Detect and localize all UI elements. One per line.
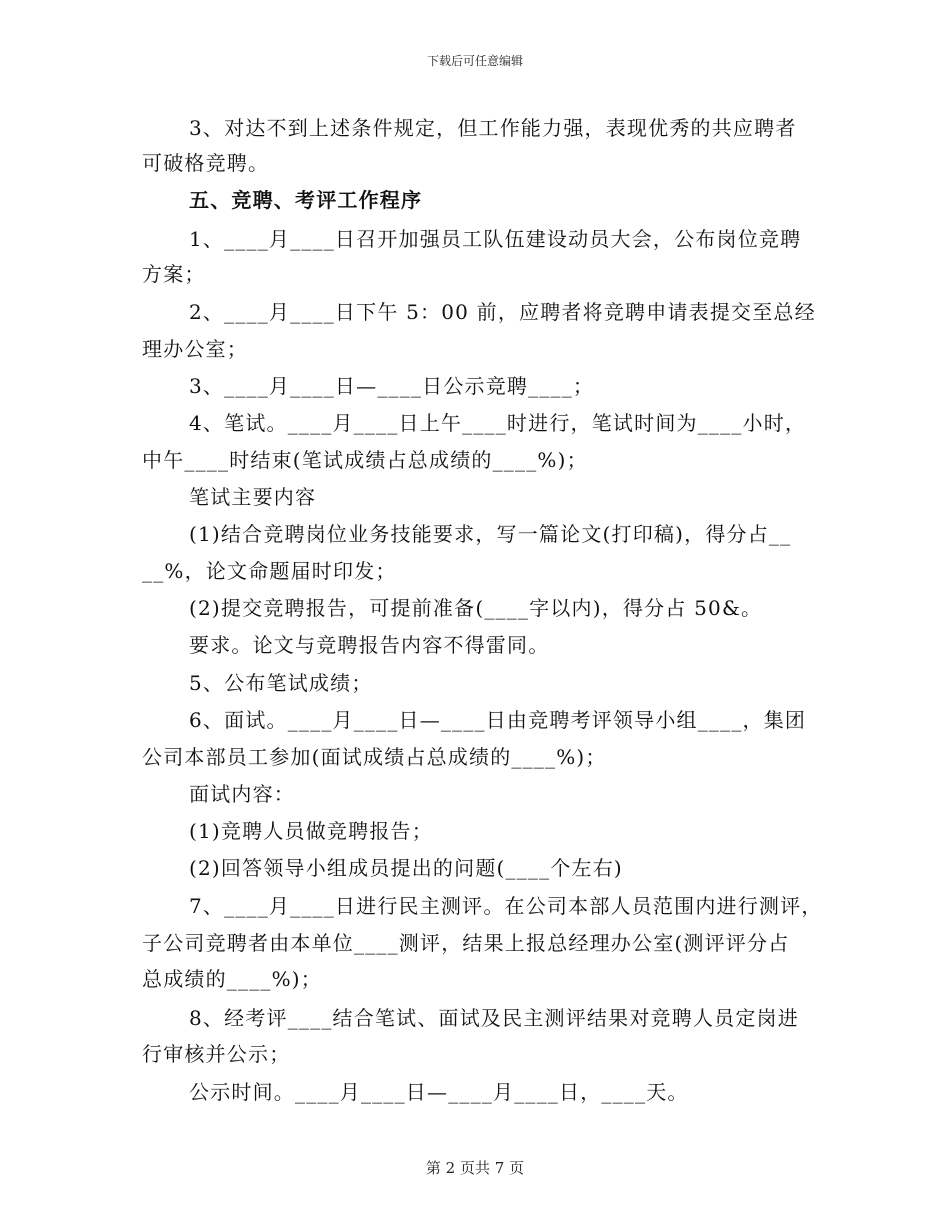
page-footer: 第 2 页共 7 页 bbox=[425, 1159, 525, 1177]
paragraph-line: 8、经考评____结合笔试、面试及民主测评结果对竞聘人员定岗进 bbox=[189, 1006, 799, 1030]
paragraph-line: 面试内容： bbox=[189, 782, 295, 806]
paragraph-line: 2、____月____日下午 5：00 前，应聘者将竞聘申请表提交至总经 bbox=[189, 300, 816, 324]
paragraph-line: 5、公布笔试成绩； bbox=[189, 671, 373, 695]
paragraph-line: 3、对达不到上述条件规定，但工作能力强，表现优秀的共应聘者 bbox=[189, 116, 797, 140]
paragraph-line: (1)结合竞聘岗位业务技能要求，写一篇论文(打印稿)，得分占__ bbox=[189, 522, 792, 546]
paragraph-line: 1、____月____日召开加强员工队伍建设动员大会，公布岗位竞聘 bbox=[189, 227, 802, 251]
page-header: 下载后可任意编辑 bbox=[426, 54, 523, 68]
paragraph-line: 4、笔试。____月____日上午____时进行，笔试时间为____小时， bbox=[189, 411, 807, 435]
paragraph-line: 公示时间。____月____日—____月____日，____天。 bbox=[189, 1080, 689, 1104]
paragraph-line: 笔试主要内容 bbox=[189, 485, 317, 509]
paragraph-line: 理办公室； bbox=[142, 337, 248, 361]
paragraph-line: __%，论文命题届时印发； bbox=[142, 559, 397, 583]
paragraph-line: 中午____时结束(笔试成绩占总成绩的____%)； bbox=[142, 448, 588, 472]
paragraph-line: 可破格竞聘。 bbox=[142, 151, 270, 175]
paragraph-line: 方案； bbox=[142, 262, 206, 286]
paragraph-line: 7、____月____日进行民主测评。在公司本部人员范围内进行测评， bbox=[189, 894, 823, 918]
paragraph-line: 公司本部员工参加(面试成绩占总成绩的____%)； bbox=[142, 745, 607, 769]
paragraph-line: (1)竞聘人员做竞聘报告； bbox=[189, 819, 433, 843]
paragraph-line: 行审核并公示； bbox=[142, 1042, 291, 1066]
section-heading: 五、竞聘、考评工作程序 bbox=[189, 188, 423, 212]
paragraph-line: (2)提交竞聘报告，可提前准备(____字以内)，得分占 50&。 bbox=[189, 596, 763, 620]
paragraph-line: 3、____月____日—____日公示竞聘____； bbox=[189, 374, 595, 398]
paragraph-line: 要求。论文与竞聘报告内容不得雷同。 bbox=[189, 633, 550, 657]
paragraph-line: (2)回答领导小组成员提出的问题(____个左右) bbox=[189, 856, 623, 880]
paragraph-line: 6、面试。____月____日—____日由竞聘考评领导小组____，集团 bbox=[189, 708, 807, 732]
paragraph-line: 子公司竞聘者由本单位____测评，结果上报总经理办公室(测评评分占 bbox=[142, 931, 790, 955]
paragraph-line: 总成绩的____%)； bbox=[142, 967, 323, 991]
